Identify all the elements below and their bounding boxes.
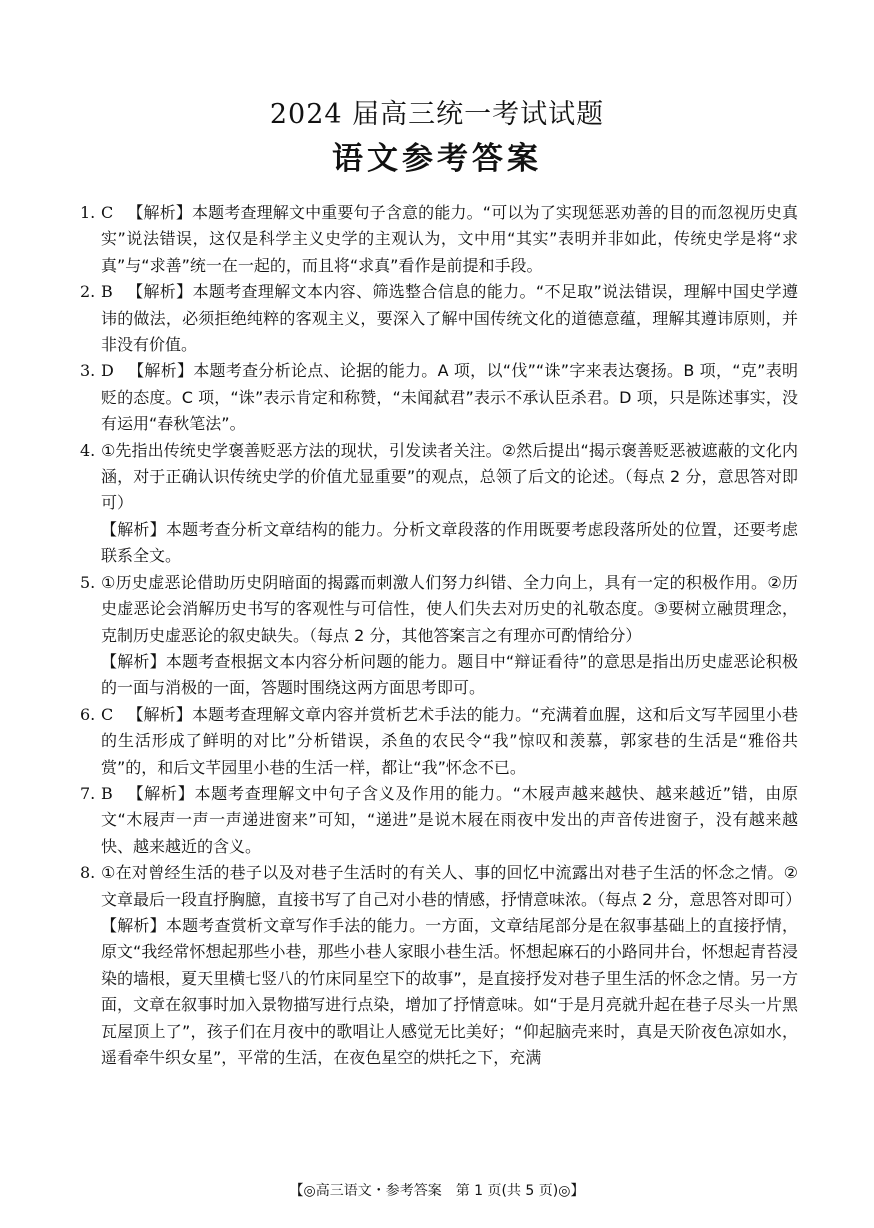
answer-list: [80, 200, 802, 1071]
answer-item-3: [80, 358, 798, 437]
analysis-text: 【解析】本题考查理解文章内容并赏析艺术手法的能力。“充满着血腥，这和后文写芊园里小巷的生活形成了鲜明的对比”分析错误，杀鱼的农民令“我”惊叹和羡慕，郭家巷的生活是“雅俗共赏”的，和后文芊园里小巷的生活一样，都让“我”怀念不已。: [101, 704, 798, 777]
item-number: 4.: [80, 440, 96, 460]
item-number: 8.: [80, 863, 96, 883]
item-number: 5.: [80, 572, 96, 592]
analysis-text: 【解析】本题考查理解文中句子含义及作用的能力。“木屐声越来越快、越来越近”错，由原文“木屐声一声一声递进窗来”可知，“递进”是说木屐在雨夜中发出的声音传进窗子，没有越来越快、越来越近的含义。: [101, 783, 798, 856]
item-number: 7.: [80, 783, 96, 803]
analysis-text: 【解析】本题考查分析文章结构的能力。分析文章段落的作用既要考虑段落所处的位置，还要考虑联系全文。: [101, 519, 798, 566]
item-text: [101, 702, 798, 781]
answer-item-6: [80, 702, 798, 781]
answer-item-5: [80, 570, 798, 702]
answer-text: ①先指出传统史学褒善贬恶方法的现状，引发读者关注。②然后提出“揭示褒善贬恶被遮蔽的文化内涵，对于正确认识传统史学的价值尤显重要”的观点，总领了后文的论述。（每点 2 分，意思答对即可）: [101, 440, 798, 513]
answer-key-title: 语文参考答案: [332, 141, 542, 177]
answer-item-2: [80, 279, 798, 358]
answer-item-1: [80, 200, 798, 279]
answer-item-4: [80, 438, 798, 570]
item-number: 3.: [80, 361, 96, 381]
answer-item-8: [80, 860, 802, 1071]
analysis-text: 【解析】本题考查理解文本内容、筛选整合信息的能力。“不足取”说法错误，理解中国史学遵讳的做法，必须拒绝纯粹的客观主义，要深入了解中国传统文化的道德意蕴，理解其遵讳原则，并非没有价值。: [101, 282, 798, 355]
answer-choice: D: [101, 361, 114, 381]
item-text: [101, 200, 798, 279]
item-text: [101, 358, 798, 437]
analysis-text: 【解析】本题考查理解文中重要句子含意的能力。“可以为了实现惩恶劝善的目的而忽视历史真实”说法错误，这仅是科学主义史学的主观认为，文中用“其实”表明并非如此，传统史学是将“求真”与“求善”统一在一起的，而且将“求真”看作是前提和手段。: [101, 203, 798, 275]
answer-choice: C: [101, 704, 114, 724]
item-number: 6.: [80, 704, 96, 724]
item-number: 1.: [80, 203, 96, 222]
answer-item-7: [80, 781, 798, 860]
answer-text: ①在对曾经生活的巷子以及对巷子生活时的有关人、事的回忆中流露出对巷子生活的怀念之情。②文章最后一段直抒胸臆，直接书写了自己对小巷的情感，抒情意味浓。（每点 2 分，意思答对即可）: [101, 863, 802, 909]
analysis-text: 【解析】本题考查赏析文章写作手法的能力。一方面，文章结尾部分是在叙事基础上的直接抒情，原文“我经常怀想起那些小巷，那些小巷人家眼小巷生活。怀想起麻石的小路同井台，怀想起青苔浸染的墙根，夏天里横七竖八的竹床同星空下的故事”，是直接抒发对巷子里生活的怀念之情。另一方面，文章在叙事时加入景物描写进行点染，增加了抒情意味。如“于是月亮就升起在巷子尽头一片黑瓦屋顶上了”，孩子们在月夜中的歌唱让人感觉无比美好；“仰起脑壳来时，真是天阶夜色凉如水，遥看牵牛织女星”，平常的生活，在夜色星空的烘托之下，充满: [101, 915, 798, 1067]
answer-choice: B: [101, 282, 113, 302]
analysis-text: 【解析】本题考查根据文本内容分析问题的能力。题目中“辩证看待”的意思是指出历史虚恶论积极的一面与消极的一面，答题时围绕这两方面思考即可。: [101, 651, 798, 698]
item-number: 2.: [80, 282, 96, 302]
exam-title: 2024 届高三统一考试试题: [269, 99, 605, 130]
item-text: [101, 279, 798, 358]
answer-choice: B: [101, 783, 113, 803]
answer-choice: C: [101, 203, 114, 222]
answer-text: ①历史虚恶论借助历史阴暗面的揭露而刺激人们努力纠错、全力向上，具有一定的积极作用。②历史虚恶论会消解历史书写的客观性与可信性，使人们失去对历史的礼敬态度。③要树立融贯理念，克制历史虚恶论的叙史缺失。（每点 2 分，其他答案言之有理亦可酌情给分）: [101, 572, 798, 645]
analysis-text: 【解析】本题考查分析论点、论据的能力。A 项，以“伐”“诛”字来表达褒扬。B 项，“克”表明贬的态度。C 项，“诛”表示肯定和称赞，“未闻弑君”表示不承认臣杀君。D 项，只是陈述事实，没有运用“春秋笔法”。: [101, 361, 798, 434]
page-footer: 【◎高三语文・参考答案 第 1 页(共 5 页)◎】: [289, 1183, 585, 1199]
item-text: [101, 781, 798, 860]
